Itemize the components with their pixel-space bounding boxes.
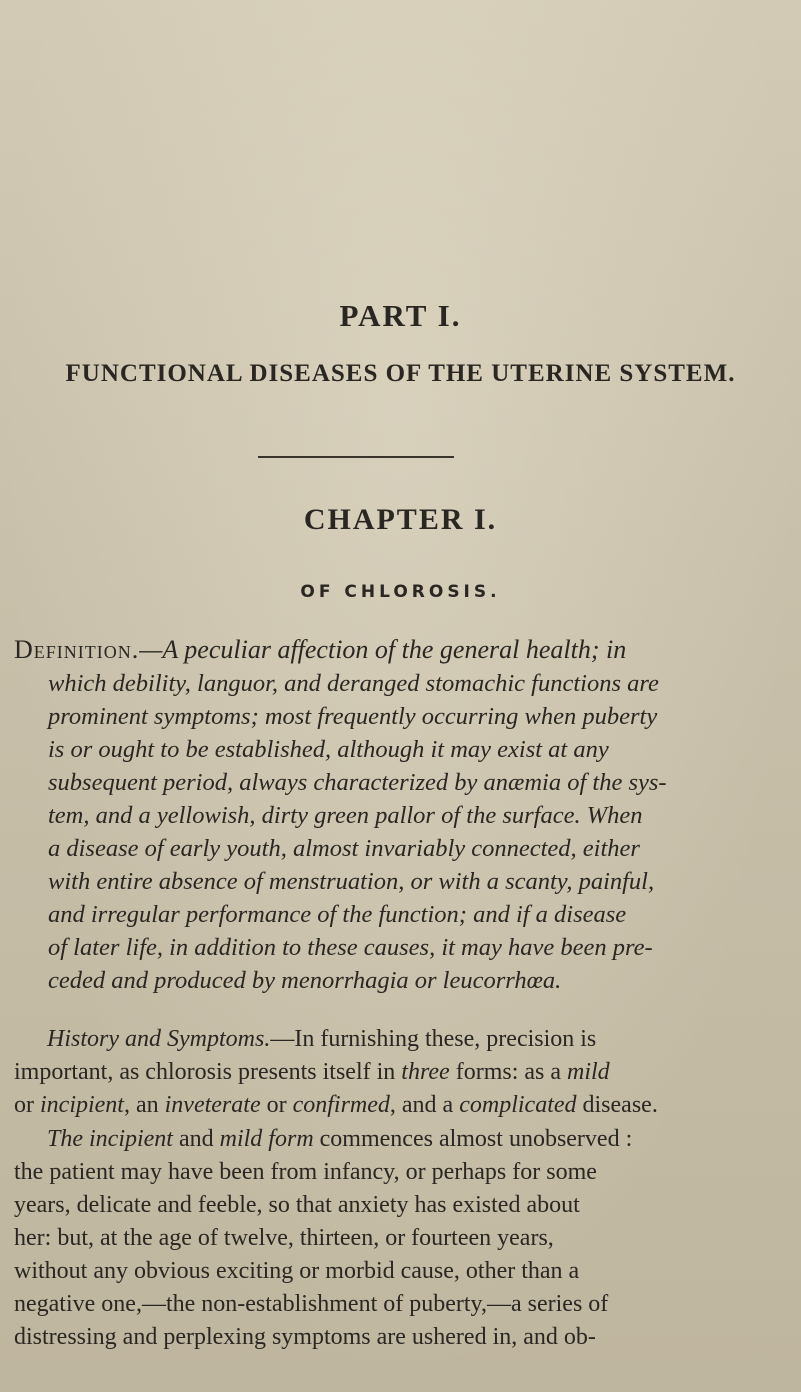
section-title: FUNCTIONAL DISEASES OF THE UTERINE SYSTEM. [65, 360, 736, 387]
definition-line: subsequent period, always characterized by anæmia of the sys- [48, 769, 667, 796]
history-line: the patient may have been from infancy, or perhaps for some [14, 1159, 597, 1185]
history-line [14, 1090, 658, 1120]
history-text: , and a [389, 1092, 460, 1118]
history-line: years, delicate and feeble, so that anxiety has existed about [14, 1192, 580, 1218]
history-emphasis: mild [567, 1059, 610, 1085]
definition-line: with entire absence of menstruation, or with a scanty, painful, [48, 868, 655, 895]
history-text: —In furnishing these, precision is [270, 1026, 597, 1052]
divider-rule [258, 456, 454, 458]
history-text: and [172, 1126, 220, 1152]
definition-line [14, 635, 626, 665]
history-emphasis: complicated [459, 1092, 577, 1118]
history-line: without any obvious exciting or morbid cause, other than a [14, 1258, 580, 1284]
history-emphasis: confirmed [292, 1092, 390, 1118]
definition-line-text: —A peculiar affection of the general health; in [139, 635, 627, 664]
history-line [14, 1057, 610, 1087]
history-emphasis: inveterate [164, 1092, 261, 1118]
history-line [47, 1124, 632, 1154]
history-line [47, 1024, 596, 1054]
history-emphasis: incipient [40, 1092, 124, 1118]
chapter-subtitle: OF CHLOROSIS. [300, 582, 501, 602]
definition-line: ceded and produced by menorrhagia or leucorrhœa. [48, 967, 562, 994]
history-emphasis: three [401, 1059, 450, 1085]
history-heading: History and Symptoms. [47, 1026, 271, 1052]
chapter-title: CHAPTER I. [303, 503, 498, 536]
definition-line: is or ought to be established, although it may exist at any [48, 736, 609, 763]
definition-line: prominent symptoms; most frequently occurring when puberty [48, 703, 658, 730]
history-text: important, as chlorosis presents itself in [14, 1059, 402, 1085]
history-line: distressing and perplexing symptoms are ushered in, and ob- [14, 1324, 596, 1350]
definition-line: which debility, languor, and deranged stomachic functions are [48, 670, 659, 697]
definition-line: tem, and a yellowish, dirty green pallor of the surface. When [48, 802, 643, 829]
history-line: negative one,—the non-establishment of puberty,—a series of [14, 1291, 609, 1317]
history-emphasis: The incipient [47, 1126, 173, 1152]
definition-lead: Definition. [14, 635, 140, 664]
history-emphasis: mild form [219, 1126, 314, 1152]
history-text: , an [123, 1092, 165, 1118]
history-line: her: but, at the age of twelve, thirteen, or fourteen years, [14, 1225, 554, 1251]
history-text: commences almost unobserved : [313, 1126, 633, 1152]
history-text: or [260, 1092, 293, 1118]
history-text: disease. [576, 1092, 658, 1118]
definition-line: a disease of early youth, almost invariably connected, either [48, 835, 640, 862]
part-title: PART I. [339, 298, 462, 333]
definition-line: and irregular performance of the function; and if a disease [48, 901, 627, 928]
history-text: or [14, 1092, 40, 1118]
history-text: forms: as a [449, 1059, 568, 1085]
definition-line: of later life, in addition to these causes, it may have been pre- [48, 934, 653, 961]
